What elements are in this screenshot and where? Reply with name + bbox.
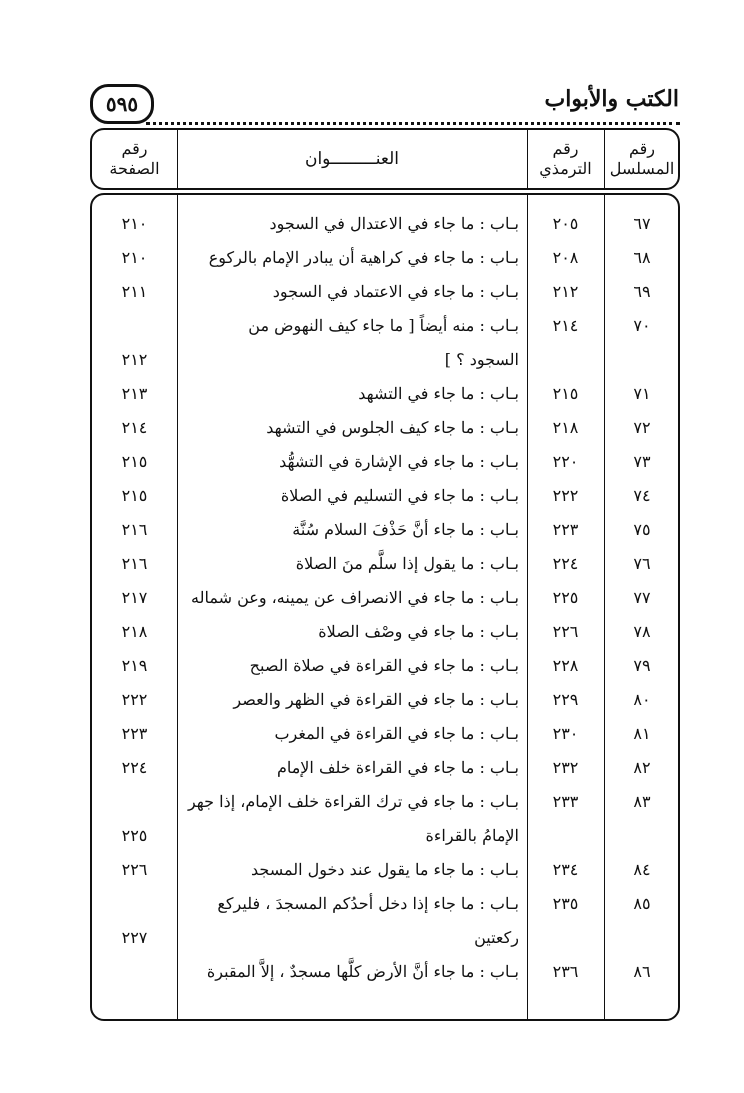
tirmidhi-number: ٢١٥ [552, 384, 579, 403]
tirmidhi-number: ٢١٢ [552, 282, 579, 301]
tirmidhi-number: ٢٢٨ [552, 656, 579, 675]
tirmidhi-number: ٢٠٥ [552, 214, 579, 233]
table-row [92, 649, 680, 683]
table-body [90, 193, 680, 1021]
serial-number: ٧٢ [633, 418, 651, 437]
page-number-cell: ٢١٨ [121, 622, 148, 641]
table-row [92, 513, 680, 547]
chapter-title-continuation: ركعتين [474, 928, 519, 947]
page-number-cell: ٢٢٢ [121, 690, 148, 709]
table-row [92, 581, 680, 615]
chapter-title [187, 513, 519, 547]
table-row [92, 853, 680, 887]
tirmidhi-number: ٢٣٥ [552, 894, 579, 913]
chapter-title [187, 683, 519, 717]
page-number-cell: ٢١٢ [121, 350, 148, 369]
page-number-cell: ٢١٤ [121, 418, 148, 437]
table-row [92, 275, 680, 309]
serial-number: ٨٤ [633, 860, 651, 879]
table-row [92, 955, 680, 989]
chapter-title [187, 955, 519, 989]
table-row [92, 377, 680, 411]
column-header-serial [604, 130, 680, 188]
table-row [92, 683, 680, 717]
serial-number: ٨٣ [633, 792, 651, 811]
chapter-title [187, 309, 519, 377]
table-row [92, 547, 680, 581]
chapter-title-line: بـاب : ما جاء في التسليم في الصلاة [280, 486, 519, 505]
chapter-title-line: بـاب : ما جاء في الإشارة في التشهُّد [279, 452, 519, 471]
chapter-title [187, 275, 519, 309]
serial-number: ٧٨ [633, 622, 651, 641]
header-serial-line2: المسلسل [609, 159, 675, 178]
page-number-cell: ٢٢٧ [121, 928, 148, 947]
chapter-title-line: بـاب : ما جاء إذا دخل أحدُكم المسجدَ ، فليركع [217, 894, 519, 913]
table-row [92, 615, 680, 649]
serial-number: ٨٦ [633, 962, 651, 981]
tirmidhi-number: ٢١٨ [552, 418, 579, 437]
chapter-title [187, 649, 519, 683]
chapter-title-line: بـاب : ما جاء في كراهية أن يبادر الإمام بالركوع [208, 248, 519, 267]
chapter-title [187, 785, 519, 853]
table-row [92, 785, 680, 853]
table-row [92, 717, 680, 751]
serial-number: ٧٣ [633, 452, 651, 471]
chapter-title [187, 479, 519, 513]
column-header-page [92, 130, 177, 188]
page-number-cell: ٢٢٣ [121, 724, 148, 743]
page-number-cell: ٢١٧ [121, 588, 148, 607]
tirmidhi-number: ٢٠٨ [552, 248, 579, 267]
page-number-cell: ٢١١ [121, 282, 148, 301]
table-row [92, 887, 680, 955]
chapter-title-line: بـاب : ما جاء أنَّ الأرض كلَّها مسجدٌ ، إلاَّ المقبرة [206, 962, 519, 981]
header-page-line2: الصفحة [109, 159, 160, 178]
column-header-tirmidhi [527, 130, 604, 188]
chapter-title [187, 411, 519, 445]
header-tirmidhi-line1: رقم [552, 139, 579, 158]
serial-number: ٨١ [633, 724, 651, 743]
chapter-title-line: بـاب : ما جاء في القراءة خلف الإمام [276, 758, 519, 777]
chapter-title-line: بـاب : ما جاء ما يقول عند دخول المسجد [250, 860, 519, 879]
table-row [92, 309, 680, 377]
chapter-title [187, 207, 519, 241]
tirmidhi-number: ٢٣٢ [552, 758, 579, 777]
page-number-cell: ٢٢٦ [121, 860, 148, 879]
serial-number: ٨٢ [633, 758, 651, 777]
tirmidhi-number: ٢٢٩ [552, 690, 579, 709]
chapter-title-line: بـاب : ما جاء في الاعتماد في السجود [272, 282, 519, 301]
header-page-line1: رقم [121, 139, 148, 158]
page-number-cell: ٢١٦ [121, 554, 148, 573]
serial-number: ٦٩ [633, 282, 651, 301]
serial-number: ٧٥ [633, 520, 651, 539]
running-title: الكتب والأبواب [544, 86, 679, 112]
chapter-title [187, 581, 519, 615]
header-divider [146, 122, 680, 125]
serial-number: ٧٠ [633, 316, 651, 335]
tirmidhi-number: ٢٣٣ [552, 792, 579, 811]
page-number-cell: ٢٢٥ [121, 826, 148, 845]
page-number: ٥٩٥ [90, 84, 154, 124]
chapter-title [187, 241, 519, 275]
serial-number: ٧٤ [633, 486, 651, 505]
serial-number: ٦٨ [633, 248, 651, 267]
page-number-cell: ٢١٩ [121, 656, 148, 675]
chapter-title [187, 887, 519, 955]
tirmidhi-number: ٢٢٠ [552, 452, 579, 471]
header-serial-line1: رقم [628, 139, 656, 158]
column-header-title [177, 130, 527, 188]
table-row [92, 445, 680, 479]
chapter-title-continuation: الإمامُ بالقراءة [425, 826, 519, 845]
page-number-cell: ٢١٠ [121, 214, 148, 233]
chapter-title [187, 445, 519, 479]
page-number-cell: ٢١٥ [121, 486, 148, 505]
table-header [90, 128, 680, 190]
page-number-cell: ٢١٠ [121, 248, 148, 267]
serial-number: ٦٧ [633, 214, 651, 233]
page-number-cell: ٢١٦ [121, 520, 148, 539]
chapter-title-line: بـاب : ما جاء في التشهد [358, 384, 519, 403]
table-row [92, 751, 680, 785]
page-number-cell: ٢٢٤ [121, 758, 148, 777]
chapter-title-line: بـاب : ما جاء في الاعتدال في السجود [269, 214, 519, 233]
chapter-title-line: بـاب : ما جاء في القراءة في الظهر والعصر [233, 690, 519, 709]
chapter-title [187, 615, 519, 649]
chapter-title-line: بـاب : ما جاء في وصْف الصلاة [318, 622, 519, 641]
table-row [92, 479, 680, 513]
page-number-cell: ٢١٥ [121, 452, 148, 471]
chapter-title-line: بـاب : ما جاء في القراءة في المغرب [274, 724, 519, 743]
chapter-title-line: بـاب : ما جاء أنَّ حَذْفَ السلام سُنَّة [292, 520, 519, 539]
chapter-title [187, 853, 519, 887]
chapter-title [187, 751, 519, 785]
table-row [92, 241, 680, 275]
tirmidhi-number: ٢٣٤ [552, 860, 579, 879]
tirmidhi-number: ٢٢٥ [552, 588, 579, 607]
tirmidhi-number: ٢٢٦ [552, 622, 579, 641]
chapter-title-line: بـاب : منه أيضاً [ ما جاء كيف النهوض من [248, 316, 519, 335]
page-number-cell: ٢١٣ [121, 384, 148, 403]
tirmidhi-number: ٢٢٣ [552, 520, 579, 539]
serial-number: ٧٦ [633, 554, 651, 573]
chapter-title-continuation: السجود ؟ ] [444, 350, 519, 369]
chapter-title-line: بـاب : ما جاء كيف الجلوس في التشهد [266, 418, 519, 437]
serial-number: ٧٧ [633, 588, 651, 607]
chapter-title-line: بـاب : ما جاء في ترك القراءة خلف الإمام، إذا جهر [187, 792, 519, 811]
header-title-label: العنـــــــــوان [304, 149, 400, 169]
table-row [92, 411, 680, 445]
chapter-title-line: بـاب : ما جاء في القراءة في صلاة الصبح [249, 656, 519, 675]
chapter-title-line: بـاب : ما يقول إذا سلَّم منَ الصلاة [295, 554, 519, 573]
chapter-title-line: بـاب : ما جاء في الانصراف عن يمينه، وعن شماله [191, 588, 519, 607]
tirmidhi-number: ٢١٤ [552, 316, 579, 335]
serial-number: ٨٥ [633, 894, 651, 913]
chapter-title [187, 377, 519, 411]
tirmidhi-number: ٢٣٦ [552, 962, 579, 981]
table-row [92, 207, 680, 241]
tirmidhi-number: ٢٣٠ [552, 724, 579, 743]
serial-number: ٧١ [633, 384, 651, 403]
chapter-title [187, 547, 519, 581]
serial-number: ٧٩ [633, 656, 651, 675]
tirmidhi-number: ٢٢٢ [552, 486, 579, 505]
tirmidhi-number: ٢٢٤ [552, 554, 579, 573]
header-tirmidhi-line2: الترمذي [539, 159, 592, 178]
serial-number: ٨٠ [633, 690, 651, 709]
chapter-title [187, 717, 519, 751]
